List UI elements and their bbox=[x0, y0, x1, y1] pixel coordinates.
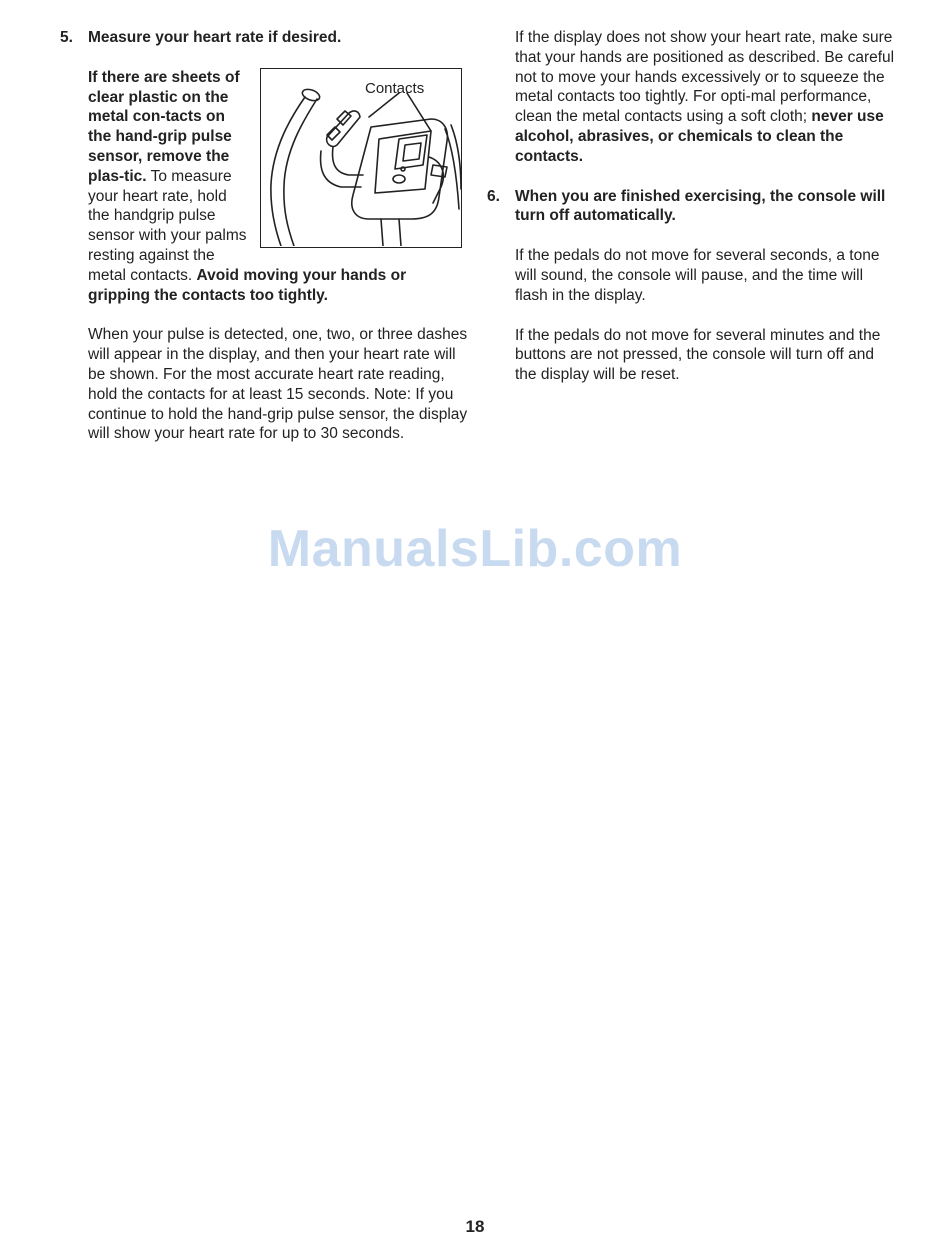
cleaning-warning: never use alcohol, abrasives, or chemicals to clean the contacts. bbox=[515, 108, 884, 165]
step-5-paragraph-2: When your pulse is detected, one, two, or three dashes will appear in the display, and then your heart rate will be shown. For the most accurate heart rate reading, hold the contacts for at least 15 seconds. Note: If you continue to hold the hand-grip pulse sensor, the display will show your heart rate for up to 30 seconds. bbox=[88, 326, 468, 443]
display-troubleshooting bbox=[515, 28, 897, 167]
step-6-number: 6. bbox=[487, 187, 500, 205]
step-5-paragraph-1 bbox=[88, 68, 470, 306]
plastic-warning: If there are sheets of clear plastic on the metal con-tacts on the hand-grip pulse sensor, remove the plas-tic. bbox=[88, 68, 240, 185]
page-number: 18 bbox=[465, 1217, 485, 1236]
step-5-instructions: To measure your heart rate, hold the handgrip pulse sensor with your palms resting against the metal contacts. bbox=[88, 167, 247, 284]
console-illustration bbox=[261, 69, 461, 246]
step-5-continued bbox=[487, 28, 897, 167]
step-5 bbox=[60, 28, 470, 444]
step-5-title: Measure your heart rate if desired. bbox=[88, 29, 342, 46]
step-6 bbox=[487, 187, 897, 385]
step-6-paragraph-2: If the pedals do not move for several minutes and the buttons are not pressed, the console will turn off and the display will be reset. bbox=[515, 326, 881, 384]
display-troubleshooting-text: If the display does not show your heart rate, make sure that your hands are positioned as described. Be careful not to move your hands excessively or to squeeze the metal contacts too tightly. For opti-mal performance, clean the metal contacts using a soft cloth; bbox=[515, 29, 895, 126]
watermark: ManualsLib.com bbox=[267, 520, 683, 578]
left-column bbox=[60, 28, 470, 444]
contacts-figure bbox=[260, 68, 462, 248]
step-5-number: 5. bbox=[60, 29, 73, 46]
step-6-title: When you are finished exercising, the console will turn off automatically. bbox=[515, 187, 886, 225]
right-column bbox=[487, 28, 897, 385]
step-6-paragraph-1: If the pedals do not move for several seconds, a tone will sound, the console will pause, and the time will flash in the display. bbox=[515, 247, 880, 304]
grip-caution: Avoid moving your hands or gripping the contacts too tightly. bbox=[88, 266, 407, 304]
contacts-label: Contacts bbox=[365, 79, 425, 97]
